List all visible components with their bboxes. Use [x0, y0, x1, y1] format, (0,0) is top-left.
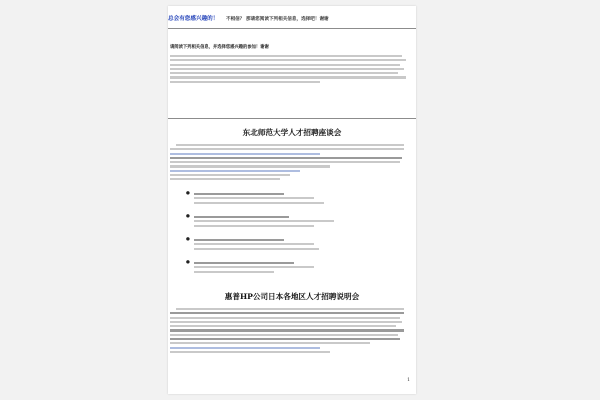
list-item [194, 239, 394, 252]
list-bullet: ● [186, 237, 190, 242]
header-banner [168, 14, 416, 22]
section-title: 东北师范大学人才招聘座谈会 [242, 128, 342, 137]
banner-tail: 不相信？ 那请您阅读下列相关信息，选择吧！谢谢 [225, 17, 329, 22]
list-bullet: ● [186, 214, 190, 219]
intro-paragraph [170, 55, 408, 85]
banner-lead: 总会有您感兴趣的！ [168, 16, 219, 22]
list-item [194, 216, 394, 229]
page-number: 1 [407, 378, 410, 383]
section-title: 惠普HP公司日本各地区人才招聘说明会 [224, 292, 360, 301]
list-item [194, 262, 394, 275]
list-item [194, 193, 394, 206]
intro-line: 请阅读下列相关信息，并选择您感兴趣的参加！谢谢 [170, 45, 269, 50]
list-bullet: ● [186, 260, 190, 265]
banner-divider [168, 28, 416, 29]
section-paragraph [170, 144, 408, 183]
document-page [168, 6, 416, 394]
section-divider [168, 118, 416, 119]
section-paragraph [170, 308, 408, 355]
list-bullet: ● [186, 191, 190, 196]
